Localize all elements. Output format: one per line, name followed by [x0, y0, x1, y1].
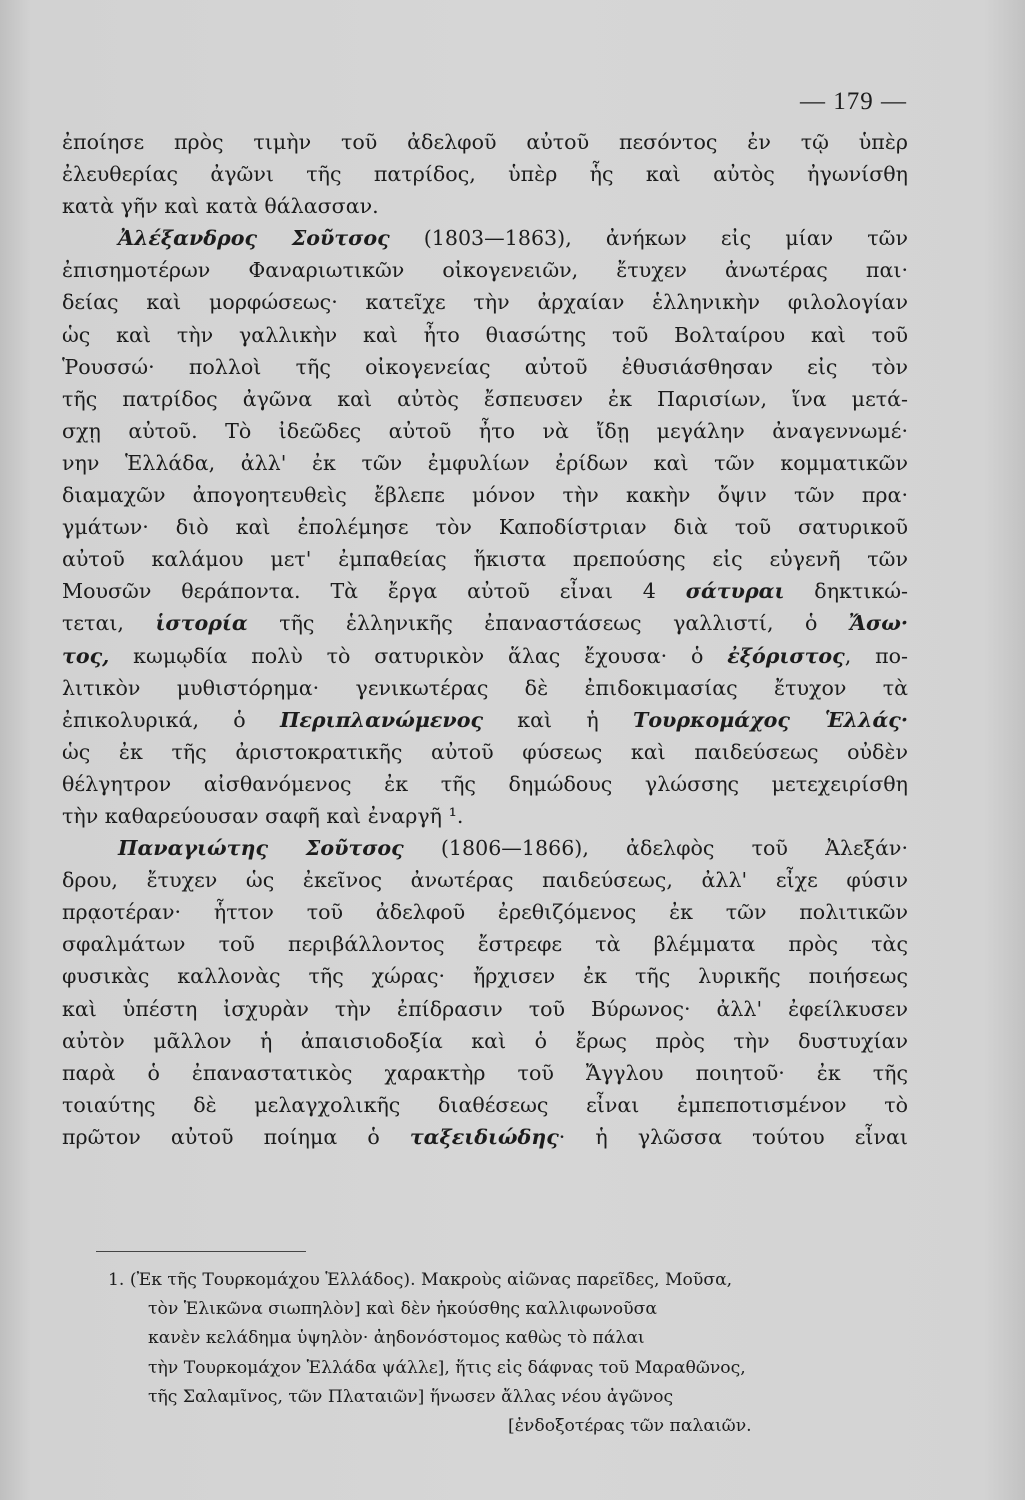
page-number: — 179 —	[800, 88, 907, 115]
text-run: τῆς ἑλληνικῆς ἐπαναστάσεως γαλλιστί, ὁ	[247, 611, 849, 636]
footnote-line: [ἐνδοξοτέρας τῶν παλαιῶν.	[508, 1415, 752, 1436]
main-text	[62, 126, 908, 1153]
text-run: παρὰ ὁ ἐπαναστατικὸς χαρακτὴρ τοῦ Ἄγγλου ποιητοῦ· ἐκ τῆς	[62, 1060, 908, 1085]
text-line	[62, 704, 908, 736]
text-run: αὐτοῦ καλάμου μετ' ἐμπαθείας ἥκιστα πρεπούσης εἰς εὐγενῆ τῶν	[62, 547, 908, 572]
text-line	[62, 543, 908, 575]
text-line	[62, 864, 908, 896]
text-line	[62, 126, 908, 158]
text-run: ὡς ἐκ τῆς ἀριστοκρατικῆς αὐτοῦ φύσεως καὶ παιδεύσεως οὐδὲν	[62, 739, 908, 764]
text-line	[62, 479, 908, 511]
text-run: πρᾳοτέραν· ἧττον τοῦ ἀδελφοῦ ἐρεθιζόμενος ἐκ τῶν πολιτικῶν	[62, 900, 908, 925]
text-run: , πο-	[844, 643, 908, 668]
text-run: Ῥουσσώ· πολλοὶ τῆς οἰκογενείας αὐτοῦ ἐθυσιάσθησαν εἰς τὸν	[62, 354, 908, 379]
work-title-asotos-cont: τος,	[62, 643, 110, 668]
footnote-line: τῆς Σαλαμῖνος, τῶν Πλαταιῶν] ἥνωσεν ἄλλας νέου ἀγῶνος	[148, 1386, 674, 1407]
text-line	[62, 222, 908, 254]
text-line	[62, 415, 908, 447]
work-title-asotos: Ἄσω·	[848, 611, 908, 636]
text-run: κατὰ γῆν καὶ κατὰ θάλασσαν.	[62, 194, 379, 219]
text-run: δρου, ἔτυχεν ὡς ἐκεῖνος ἀνωτέρας παιδεύσεως, ἀλλ' εἶχε φύσιν	[62, 868, 908, 893]
text-line	[62, 1057, 908, 1089]
text-run: ἐποίησε πρὸς τιμὴν τοῦ ἀδελφοῦ αὐτοῦ πεσόντος ἐν τῷ ὑπὲρ	[62, 130, 908, 154]
text-run: διαμαχῶν ἀπογοητευθεὶς ἔβλεπε μόνον τὴν κακὴν ὄψιν τῶν πρα·	[62, 483, 908, 508]
work-title-historia: ἱστορία	[155, 611, 248, 636]
text-run: τεται,	[62, 611, 156, 636]
work-title-satyrai: σάτυραι	[685, 579, 785, 604]
text-run: σφαλμάτων τοῦ περιβάλλοντος ἔστρεφε τὰ βλέμματα πρὸς τὰς	[62, 932, 908, 957]
text-run: φυσικὰς καλλονὰς τῆς χώρας· ἤρχισεν ἐκ τῆς λυρικῆς ποιήσεως	[62, 964, 908, 989]
text-run: καὶ ὑπέστη ἰσχυρὰν τὴν ἐπίδρασιν τοῦ Βύρωνος· ἀλλ' ἐφείλκυσεν	[62, 996, 908, 1021]
text-line	[62, 768, 908, 800]
text-run: ὡς καὶ τὴν γαλλικὴν καὶ ἦτο θιασώτης τοῦ Βολταίρου καὶ τοῦ	[62, 322, 908, 347]
text-run: σχῃ αὐτοῦ. Τὸ ἰδεῶδες αὐτοῦ ἦτο νὰ ἴδῃ μεγάλην ἀναγεννωμέ·	[62, 418, 908, 443]
text-line	[62, 351, 908, 383]
footnote-line: κανὲν κελάδημα ὑψηλὸν· ἀηδονόστομος καθὼς τὸ πάλαι	[148, 1328, 645, 1349]
text-run: δηκτικώ-	[784, 579, 908, 604]
work-title-taxeidiodis: ταξειδιώδης	[409, 1124, 559, 1149]
text-line	[62, 1025, 908, 1057]
text-run: τὴν καθαρεύουσαν σαφῆ καὶ ἐναργῆ ¹.	[62, 803, 464, 828]
text-run: ἐλευθερίας ἀγῶνι τῆς πατρίδος, ὑπὲρ ἧς καὶ αὐτὸς ἠγωνίσθη	[62, 162, 908, 187]
text-run: Μουσῶν θεράποντα. Τὰ ἔργα αὐτοῦ εἶναι 4	[62, 579, 686, 604]
text-line	[62, 158, 908, 190]
text-line	[62, 896, 908, 928]
text-run: γμάτων· διὸ καὶ ἐπολέμησε τὸν Καποδίστριαν διὰ τοῦ σατυρικοῦ	[62, 515, 908, 540]
text-run: τοιαύτης δὲ μελαγχολικῆς διαθέσεως εἶναι ἐμπεποτισμένον τὸ	[62, 1092, 908, 1117]
text-run: (1803—1863), ἀνήκων εἰς μίαν τῶν	[389, 226, 908, 251]
text-run: καὶ ἡ	[483, 707, 633, 732]
text-line	[62, 575, 908, 607]
footnote-line: 1. (Ἐκ τῆς Τουρκομάχου Ἑλλάδος). Μακροὺς αἰῶνας παρεῖδες, Μοῦσα,	[108, 1270, 733, 1290]
work-title-exoristos: ἐξόριστος	[727, 643, 845, 668]
footnote	[108, 1266, 920, 1441]
text-run: δείας καὶ μορφώσεως· κατεῖχε τὴν ἀρχαίαν ἑλληνικὴν φιλολογίαν	[62, 290, 908, 315]
text-line	[62, 832, 908, 864]
text-line	[62, 319, 908, 351]
text-line	[62, 928, 908, 960]
text-run: ἐπικολυρικά, ὁ	[62, 707, 280, 732]
text-line	[62, 960, 908, 992]
text-run: κωμῳδία πολὺ τὸ σατυρικὸν ἅλας ἔχουσα· ὁ	[109, 643, 728, 668]
author-name-alexandros: Ἀλέξανδρος Σοῦτσος	[118, 226, 390, 251]
author-name-panagiotis: Παναγιώτης Σοῦτσος	[118, 836, 404, 861]
text-line	[62, 640, 908, 672]
text-line	[62, 383, 908, 415]
text-run: θέλγητρον αἰσθανόμενος ἐκ τῆς δημώδους γλώσσης μετεχειρίσθη	[62, 771, 908, 796]
text-line	[62, 993, 908, 1025]
text-line	[62, 1089, 908, 1121]
text-line	[62, 254, 908, 286]
work-title-periplanomenos: Περιπλανώμενος	[279, 707, 483, 732]
footnote-line: τὸν Ἑλικῶνα σιωπηλὸν] καὶ δὲν ἠκούσθης καλλιφωνοῦσα	[148, 1299, 657, 1320]
text-line	[62, 447, 908, 479]
text-run: νην Ἑλλάδα, ἀλλ' ἐκ τῶν ἐμφυλίων ἐρίδων καὶ τῶν κομματικῶν	[62, 450, 908, 475]
text-line	[62, 672, 908, 704]
footnote-divider	[96, 1251, 306, 1252]
text-run: ἐπισημοτέρων Φαναριωτικῶν οἰκογενειῶν, ἔτυχεν ἀνωτέρας παι·	[62, 258, 908, 283]
text-line	[62, 286, 908, 318]
text-line	[62, 511, 908, 543]
text-run: τῆς πατρίδος ἀγῶνα καὶ αὐτὸς ἔσπευσεν ἐκ Παρισίων, ἵνα μετά-	[62, 386, 908, 411]
text-line	[62, 607, 908, 639]
text-line	[62, 736, 908, 768]
text-line	[62, 1121, 908, 1153]
work-title-tourkomachos: Τουρκομάχος Ἑλλάς·	[633, 707, 908, 732]
text-run: λιτικὸν μυθιστόρημα· γενικωτέρας δὲ ἐπιδοκιμασίας ἔτυχον τὰ	[62, 675, 908, 700]
footnote-line: τὴν Τουρκομάχον Ἑλλάδα ψάλλε], ἥτις εἰς δάφνας τοῦ Μαραθῶνος,	[148, 1357, 746, 1378]
text-run: (1806—1866), ἀδελφὸς τοῦ Ἀλεξάν·	[403, 836, 908, 861]
text-line	[62, 800, 908, 832]
text-run: πρῶτον αὐτοῦ ποίημα ὁ	[62, 1124, 410, 1149]
text-run: αὐτὸν μᾶλλον ἡ ἀπαισιοδοξία καὶ ὁ ἔρως πρὸς τὴν δυστυχίαν	[62, 1028, 908, 1053]
text-line	[62, 190, 908, 222]
text-run: · ἡ γλῶσσα τούτου εἶναι	[558, 1124, 909, 1149]
